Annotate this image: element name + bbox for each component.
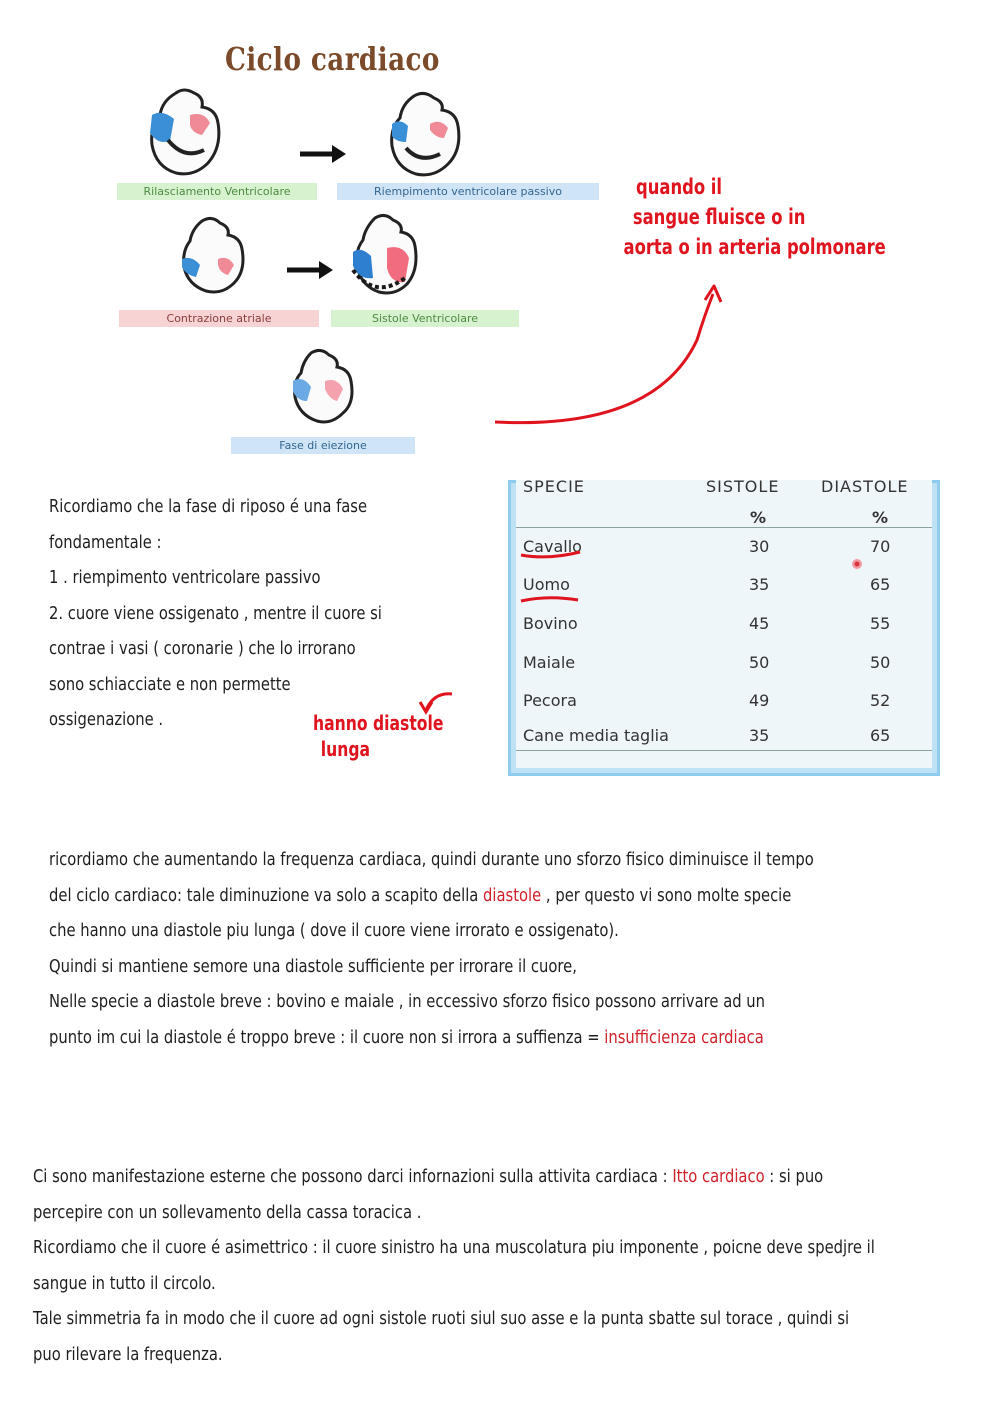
table-cell-diastole: 50 — [870, 653, 891, 672]
highlight-heart-failure: insufficienza cardiaca — [604, 1026, 764, 1048]
small-arrow-icon — [412, 690, 457, 720]
header-species: SPECIE — [523, 480, 585, 496]
phase-label-ejection: Fase di eiezione — [231, 437, 415, 454]
table-cell-systole: 35 — [749, 575, 770, 594]
table-cell-species: Bovino — [523, 614, 578, 633]
aorta-annotation: quando il sangue fluisce o in aorta o in arteria polmonare — [623, 175, 886, 259]
table-divider — [516, 527, 932, 528]
heart-illustration-ventricular-systole — [345, 212, 430, 302]
phase-label-ventricular-systole: Sistole Ventricolare — [331, 310, 519, 327]
table-cell-species: Uomo — [523, 575, 570, 594]
table-cell-systole: 50 — [749, 653, 770, 672]
phase-label-relaxation: Rilasciamento Ventricolare — [117, 183, 317, 200]
arrow-right-icon — [298, 142, 348, 166]
unit-diastole: % — [872, 508, 889, 527]
phase-label-atrial-contraction: Contrazione atriale — [119, 310, 319, 327]
rest-phase-text: Ricordiamo che la fase di riposo é una fase fondamentale : 1 . riempimento ventricolare passivo 2. cuore viene ossigenato , mentre il cuore si contrae i vasi ( coronarie ) che lo irrorano sono schiacciate e non permette ossigenazione . — [49, 496, 382, 730]
heart-illustration-ejection — [283, 347, 363, 429]
diagram-title: Ciclo cardiaco — [225, 40, 440, 78]
header-diastole: DIASTOLE — [821, 480, 909, 496]
species-table — [508, 480, 940, 776]
table-cell-diastole: 70 — [870, 537, 891, 556]
heart-illustration-passive-filling — [380, 90, 475, 180]
heart-illustration-atrial-contraction — [172, 215, 257, 300]
table-cell-diastole: 65 — [870, 575, 891, 594]
underline-marks — [518, 550, 588, 610]
table-cell-species: Maiale — [523, 653, 576, 672]
curved-arrow-icon — [485, 280, 735, 430]
highlight-diastole: diastole — [483, 884, 542, 906]
header-systole: SISTOLE — [706, 480, 780, 496]
arrow-right-icon — [285, 258, 335, 282]
ictus-paragraph: Ci sono manifestazione esterne che possono darci infornazioni sulla attivita cardiaca : Itto cardiaco : si puo percepire con un sollevamento della cassa toracica . Ricordiamo che il cuore é asimettrico : il cuore sinistro ha una muscolatura piu imponente , poicne deve spedjre il sangue in tutto il circolo. Tale simmetria fa in modo che il cuore ad ogni sistole ruoti siul suo asse e la punta sbatte sul torace , quindi si puo rilevare la frequenza. — [33, 1166, 875, 1365]
table-cell-diastole: 52 — [870, 691, 891, 710]
heart-rate-paragraph: ricordiamo che aumentando la frequenza cardiaca, quindi durante uno sforzo fisico diminuisce il tempo del ciclo cardiaco: tale diminuzione va solo a scapito della diastole , per questo vi sono molte specie che hanno una diastole piu lunga ( dove il cuore viene irrorato e ossigenato). Quindi si mantiene semore una diastole sufficiente per irrorare il cuore, Nelle specie a diastole breve : bovino e maiale , in eccessivo sforzo fisico possono arrivare ad un punto im cui la diastole é troppo breve : il cuore non si irrora a suffienza = insufficienza cardiaca — [49, 849, 814, 1048]
table-cell-species: Cavallo — [523, 537, 582, 556]
diastole-annotation: hanno diastole lunga — [313, 711, 444, 761]
highlight-ictus: Itto cardiaco — [672, 1166, 765, 1187]
table-cell-systole: 45 — [749, 614, 770, 633]
table-cell-systole: 30 — [749, 537, 770, 556]
phase-label-passive-filling: Riempimento ventricolare passivo — [337, 183, 599, 200]
dot-mark — [850, 557, 864, 571]
heart-illustration-relaxation — [138, 85, 238, 180]
table-cell-species: Pecora — [523, 691, 577, 710]
table-divider — [516, 750, 932, 751]
table-cell-diastole: 55 — [870, 614, 891, 633]
table-cell-systole: 35 — [749, 726, 770, 745]
table-cell-diastole: 65 — [870, 726, 891, 745]
unit-systole: % — [750, 508, 767, 527]
table-cell-systole: 49 — [749, 691, 770, 710]
species-table-body — [516, 480, 932, 768]
table-cell-species: Cane media taglia — [523, 726, 669, 745]
